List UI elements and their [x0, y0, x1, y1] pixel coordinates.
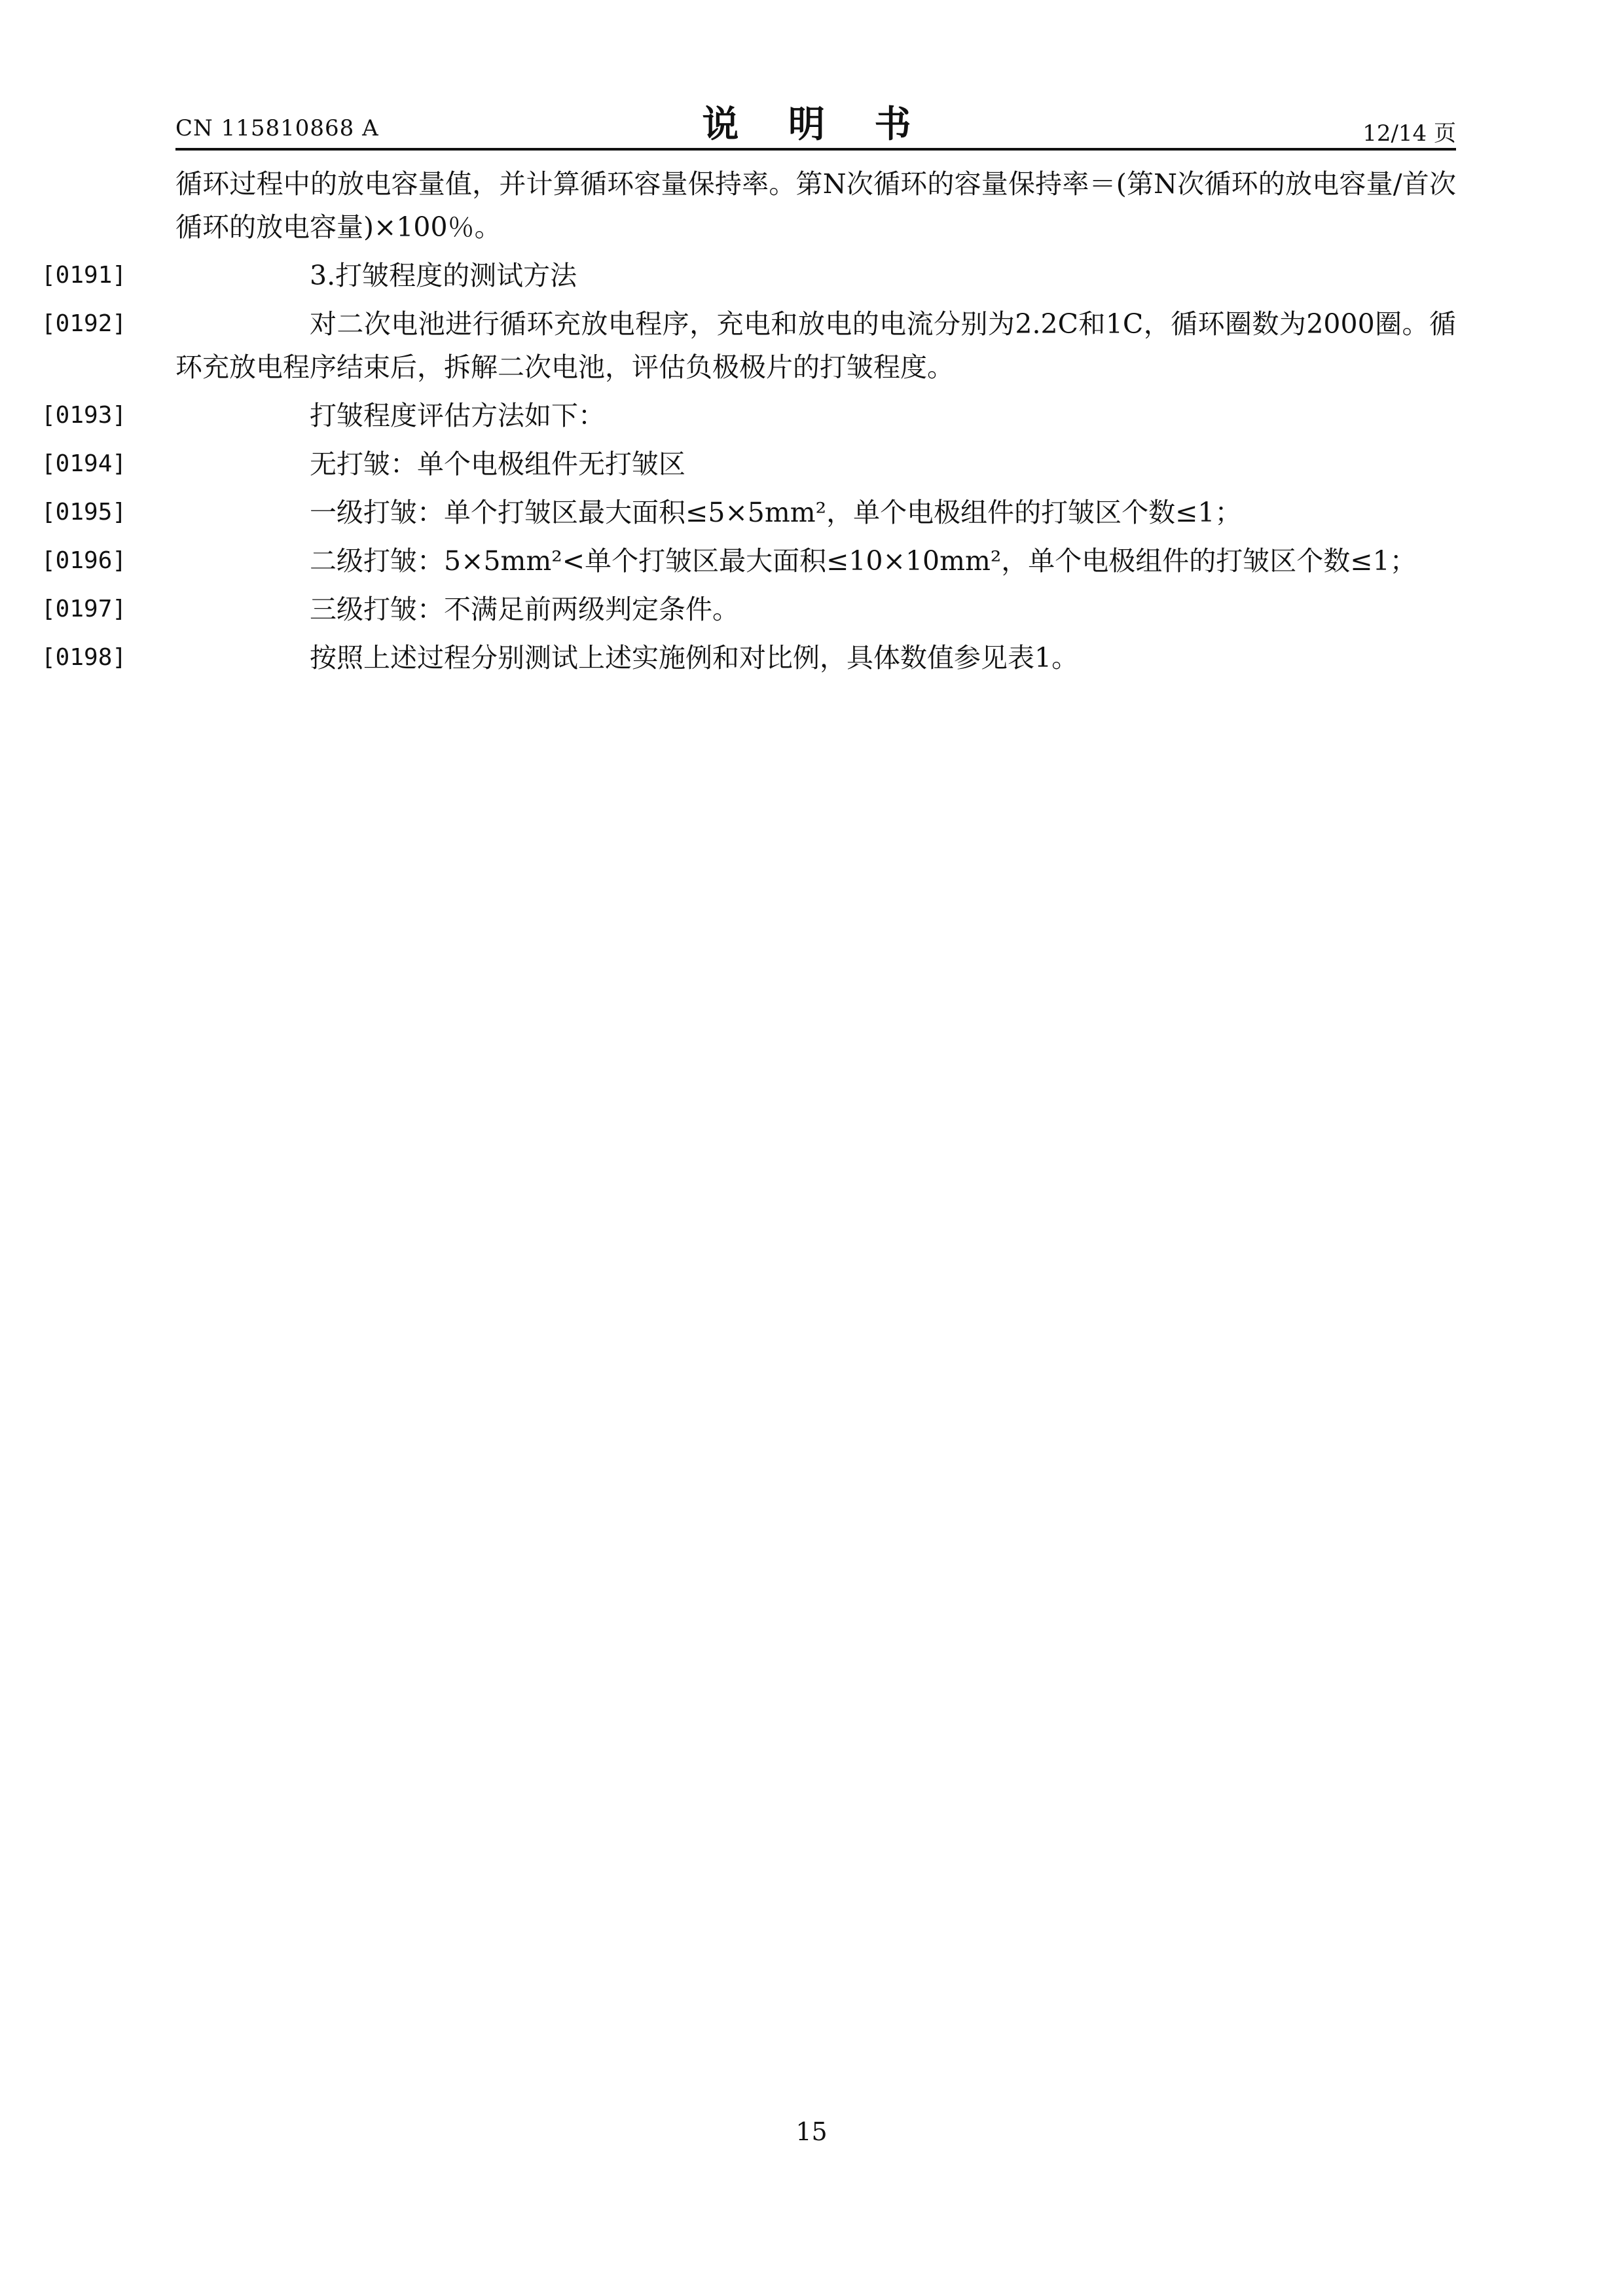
page-count: 12/14 页: [1362, 120, 1456, 147]
page-number: 15: [795, 2117, 828, 2146]
paragraph-0198: [41, 636, 1456, 679]
paragraph-0196: [41, 539, 1456, 583]
paragraph-text: 打皱程度评估方法如下：: [310, 400, 605, 431]
header-divider: [175, 148, 1456, 151]
paragraph-text: 无打皱：单个电极组件无打皱区: [310, 448, 685, 480]
paragraph-text: 一级打皱：单个打皱区最大面积≤5×5mm²，单个电极组件的打皱区个数≤1；: [310, 497, 1242, 528]
paragraph-text: 三级打皱：不满足前两级判定条件。: [310, 594, 739, 625]
paragraph-0197: [41, 588, 1456, 631]
paragraph-text: 对二次电池进行循环充放电程序，充电和放电的电流分别为2.2C和1C，循环圈数为2000圈。循环充放电程序结束后，拆解二次电池，评估负极极片的打皱程度。: [175, 308, 1456, 383]
body-text: [41, 162, 1456, 685]
paragraph-text: 二级打皱：5×5mm²<单个打皱区最大面积≤10×10mm²，单个电极组件的打皱区个数≤1；: [310, 545, 1417, 577]
paragraph-number: [0194]: [41, 450, 127, 477]
page-header: [175, 92, 1456, 151]
paragraph-0193: [41, 394, 1456, 437]
paragraph-number: [0195]: [41, 499, 127, 526]
paragraph-text: 3.打皱程度的测试方法: [310, 260, 577, 291]
paragraph-continuation: [175, 162, 1456, 249]
paragraph-number: [0197]: [41, 596, 127, 622]
paragraph-number: [0196]: [41, 547, 127, 574]
paragraph-number: [0192]: [41, 310, 127, 337]
paragraph-text: 按照上述过程分别测试上述实施例和对比例，具体数值参见表1。: [310, 642, 1079, 673]
document-title: 说 明 书: [702, 103, 930, 146]
paragraph-0194: [41, 442, 1456, 486]
paragraph-number: [0198]: [41, 644, 127, 671]
paragraph-number: [0191]: [41, 262, 127, 289]
patent-number: CN 115810868 A: [175, 115, 379, 141]
paragraph-text: 循环过程中的放电容量值，并计算循环容量保持率。第N次循环的容量保持率＝(第N次循环的放电容量/首次循环的放电容量)×100％。: [175, 168, 1456, 243]
paragraph-0192: [41, 302, 1456, 389]
paragraph-0191: [41, 254, 1456, 297]
paragraph-number: [0193]: [41, 402, 127, 429]
paragraph-0195: [41, 491, 1456, 534]
